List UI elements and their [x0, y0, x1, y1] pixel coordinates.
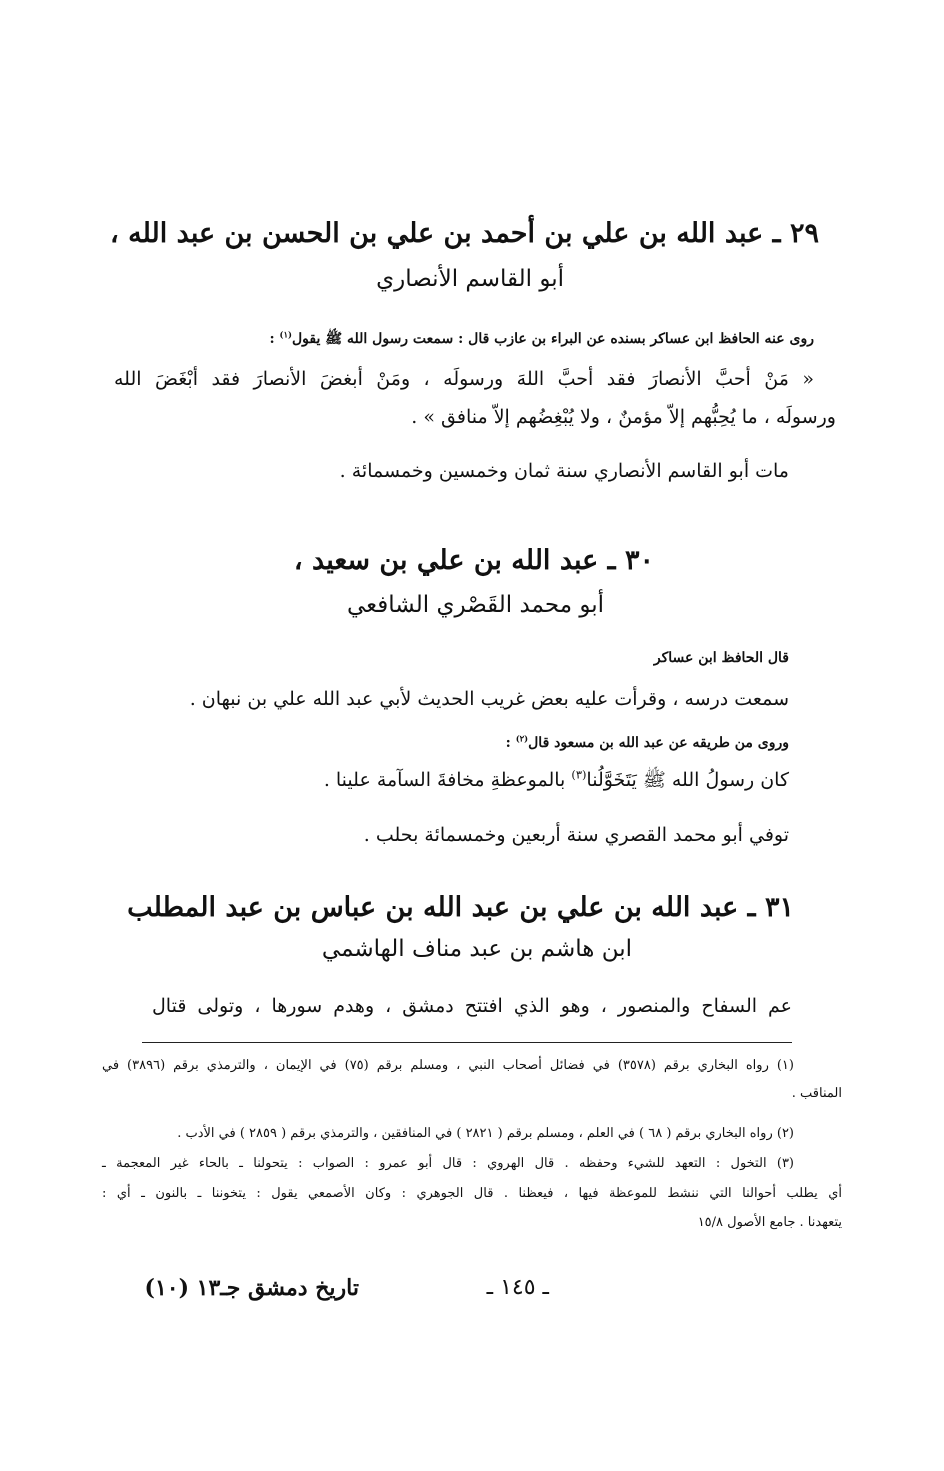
footnote-3-line-3: يتعهدنا . جامع الأصول ١٥/٨ — [697, 1215, 842, 1230]
page-number: ـ ١٤٥ ـ — [486, 1275, 549, 1300]
footnote-ref-3[interactable]: (٣) — [571, 767, 587, 782]
entry-30-death: توفي أبو محمد القصري سنة أربعين وخمسمائة بحلب . — [363, 824, 789, 846]
entry-31-subtitle: ابن هاشم بن عبد مناف الهاشمي — [321, 936, 632, 962]
entry-29-intro-end: : — [269, 331, 280, 347]
entry-31-line-1: عم السفاح والمنصور ، وهو الذي افتتح دمشق ، وهدم سورها ، وتولى قتال — [152, 995, 792, 1017]
footnote-divider — [142, 1042, 792, 1043]
footnote-3-line-1: (٣) التخول : التعهد للشيء وحفظه . قال الهروي : قال أبو عمرو : الصواب : يتحولنا ـ بالحاء غير المعجمة ـ — [102, 1156, 794, 1171]
footnote-3-line-2: أي يطلب أحوالنا التي ننشط للموعظة فيها ، فيعظنا . قال الجوهري : وكان الأصمعي يقول : يتخوننا ـ بالنون ـ أي : — [102, 1186, 842, 1201]
entry-31-title: عبد الله بن علي بن عبد الله بن عباس بن عبد المطلب — [127, 892, 739, 923]
entry-31-number: ٣١ — [764, 892, 794, 923]
entry-29-death: مات أبو القاسم الأنصاري سنة ثمان وخمسين وخمسمائة . — [339, 460, 789, 482]
entry-29-subtitle: أبو القاسم الأنصاري — [376, 266, 564, 292]
entry-29-number: ٢٩ — [789, 218, 819, 249]
entry-30-title: عبد الله بن علي بن سعيد ، — [293, 545, 599, 576]
entry-30-number: ٣٠ — [624, 545, 654, 576]
entry-30-hadith-end: بالموعظةِ مخافةَ السآمة علينا . — [323, 769, 572, 791]
entry-30-intro-2-text: وروى من طريقه عن عبد الله بن مسعود قال — [528, 735, 789, 751]
entry-30-heading: ٣٠ ـ عبد الله بن علي بن سعيد ، — [293, 545, 654, 576]
entry-30-intro-2-end: : — [505, 735, 516, 751]
entry-30-subtitle: أبو محمد القَصْري الشافعي — [347, 592, 604, 618]
entry-30-hadith — [324, 768, 789, 796]
entry-30-line-1: سمعت درسه ، وقرأت عليه بعض غريب الحديث لأبي عبد الله علي بن نبهان . — [189, 688, 789, 710]
entry-29-title: عبد الله بن علي بن أحمد بن علي بن الحسن بن عبد الله ، — [109, 218, 764, 249]
entry-29-heading: ٢٩ ـ عبد الله بن علي بن أحمد بن علي بن الحسن بن عبد الله ، — [109, 218, 819, 249]
entry-30-intro: قال الحافظ ابن عساكر — [653, 650, 789, 666]
footnote-1-line-1: (١) رواه البخاري برقم (٣٥٧٨) في فضائل أصحاب النبي ، ومسلم برقم (٧٥) في الإيمان ، والترمذي برقم (٣٨٩٦) في — [102, 1058, 794, 1073]
entry-29-hadith-line-2: ورسولَه ، ما يُحِبُّهم إلاّ مؤمنٌ ، ولا يُبْغِضُهم إلاّ منافق » . — [411, 406, 836, 428]
entry-30-hadith-start: كان رسولُ الله ﷺ يَتَخَوَّلُنا — [586, 769, 789, 791]
entry-29-intro-text: روى عنه الحافظ ابن عساكر بسنده عن البراء بن عازب قال : سمعت رسول الله ﷺ يقول — [291, 331, 814, 347]
entry-30-intro-2 — [506, 735, 789, 751]
entry-29-hadith-line-1: « مَنْ أحبَّ الأنصارَ فقد أحبَّ اللهَ ورسولَه ، ومَنْ أبغضَ الأنصارَ فقد أبْغَضَ الله — [114, 368, 814, 390]
footnote-ref-2[interactable]: (٢) — [515, 733, 529, 744]
footnote-1-line-2: المناقب . — [791, 1086, 842, 1101]
footnote-2: (٢) رواه البخاري برقم ( ٦٨ ) في العلم ، ومسلم برقم ( ٢٨٢١ ) في المنافقين ، والترمذي برقم ( ٢٨٥٩ ) في الأدب . — [177, 1126, 794, 1141]
entry-29-intro — [269, 330, 814, 350]
footnote-ref-1[interactable]: (١) — [279, 329, 292, 340]
entry-31-heading: ٣١ ـ عبد الله بن علي بن عبد الله بن عباس بن عبد المطلب — [127, 892, 794, 923]
book-signature: تاريخ دمشق جـ١٣ (١٠) — [144, 1275, 359, 1301]
